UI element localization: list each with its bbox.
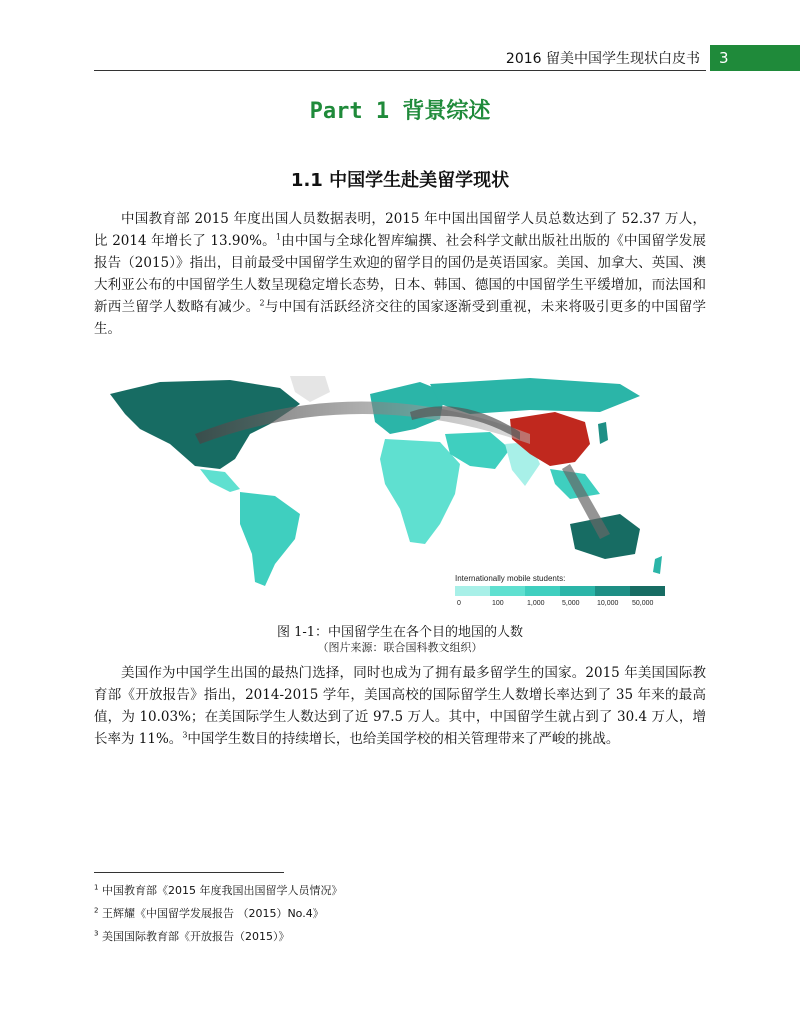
japan-shape [598, 422, 608, 444]
footnote-2 [94, 905, 324, 921]
footnote-2-text: 王辉耀《中国留学发展报告 （2015）No.4》 [101, 907, 324, 920]
footnote-ref-3[interactable]: 3 [182, 730, 188, 740]
header-divider [94, 70, 706, 71]
legend-label-3: 5,000 [562, 600, 580, 607]
section-title: 1.1 中国学生赴美留学现状 [290, 170, 510, 191]
footnote-2-number: 2 [94, 906, 99, 915]
legend-swatch-3 [560, 586, 595, 596]
figure-source: （图片来源：联合国科教文组织） [317, 641, 483, 654]
footnote-1-number: 1 [94, 883, 99, 892]
legend-swatch-1 [490, 586, 525, 596]
new-zealand-shape [653, 556, 662, 574]
page-number-badge: 3 [710, 45, 800, 71]
footnote-3-text: 美国国际教育部《开放报告（2015）》 [101, 930, 290, 943]
legend-title: Internationally mobile students: [455, 574, 566, 583]
legend-swatch-5 [630, 586, 665, 596]
paragraph-intro [94, 208, 706, 340]
footnote-3 [94, 928, 289, 944]
north-america-shape [110, 380, 300, 469]
paragraph-usa-text-a: 美国作为中国学生出国的最热门选择，同时也成为了拥有最多留学生的国家。2015 年美国国际教育部《开放报告》指出，2014-2015 学年，美国高校的国际留学生人数增长率达到了 35 年来的最高值，为 10.03%；在美国际学生人数达到了近 97.5 万人。其中，中国留学生就占到了 30.4 万人，增长率为 11%。 [94, 665, 706, 747]
paragraph-usa [94, 662, 706, 750]
paragraph-intro-text-b: 由中国与全球化智库编撰、社会科学文献出版社出版的《中国留学发展报告（2015）》指出，目前最受中国留学生欢迎的留学目的国仍是英语国家。美国、加拿大、英国、澳大利亚公布的中国留学生人数呈现稳定增长态势，日本、韩国、德国的中国留学生平缓增加，而法国和新西兰留学人数略有减少。 [94, 233, 706, 315]
legend-label-5: 50,000 [632, 600, 654, 607]
footnote-ref-2[interactable]: 2 [259, 298, 265, 308]
legend-swatch-4 [595, 586, 630, 596]
footnote-1-text: 中国教育部《2015 年度我国出国留学人员情况》 [101, 884, 343, 897]
greenland-shape [290, 376, 330, 402]
world-map-figure [100, 374, 700, 614]
africa-shape [380, 439, 460, 544]
legend-label-0: 0 [457, 600, 461, 607]
legend-label-2: 1,000 [527, 600, 545, 607]
south-america-shape [240, 492, 300, 586]
legend-swatch-2 [525, 586, 560, 596]
paragraph-usa-text-b: 中国学生数目的持续增长，也给美国学校的相关管理带来了严峻的挑战。 [187, 731, 620, 747]
footnote-1 [94, 882, 342, 898]
legend-label-1: 100 [492, 600, 504, 607]
legend-label-4: 10,000 [597, 600, 619, 607]
map-legend [455, 574, 665, 607]
footnote-divider [94, 872, 284, 873]
footnote-ref-1[interactable]: 1 [275, 232, 281, 242]
paragraph-intro-text-c: 与中国有活跃经济交往的国家逐渐受到重视，未来将吸引更多的中国留学生。 [94, 299, 707, 337]
footnote-3-number: 3 [94, 929, 99, 938]
paragraph-intro-text-a: 中国教育部 2015 年度出国人员数据表明，2015 年中国出国留学人员总数达到了 52.37 万人，比 2014 年增长了 13.90%。 [94, 211, 706, 249]
legend-swatch-0 [455, 586, 490, 596]
figure-caption: 图 1-1：中国留学生在各个目的地国的人数 [276, 625, 524, 640]
central-america-shape [200, 469, 240, 492]
part-title: Part 1 背景综述 [309, 99, 491, 124]
header-title: 2016 留美中国学生现状白皮书 [505, 51, 700, 67]
